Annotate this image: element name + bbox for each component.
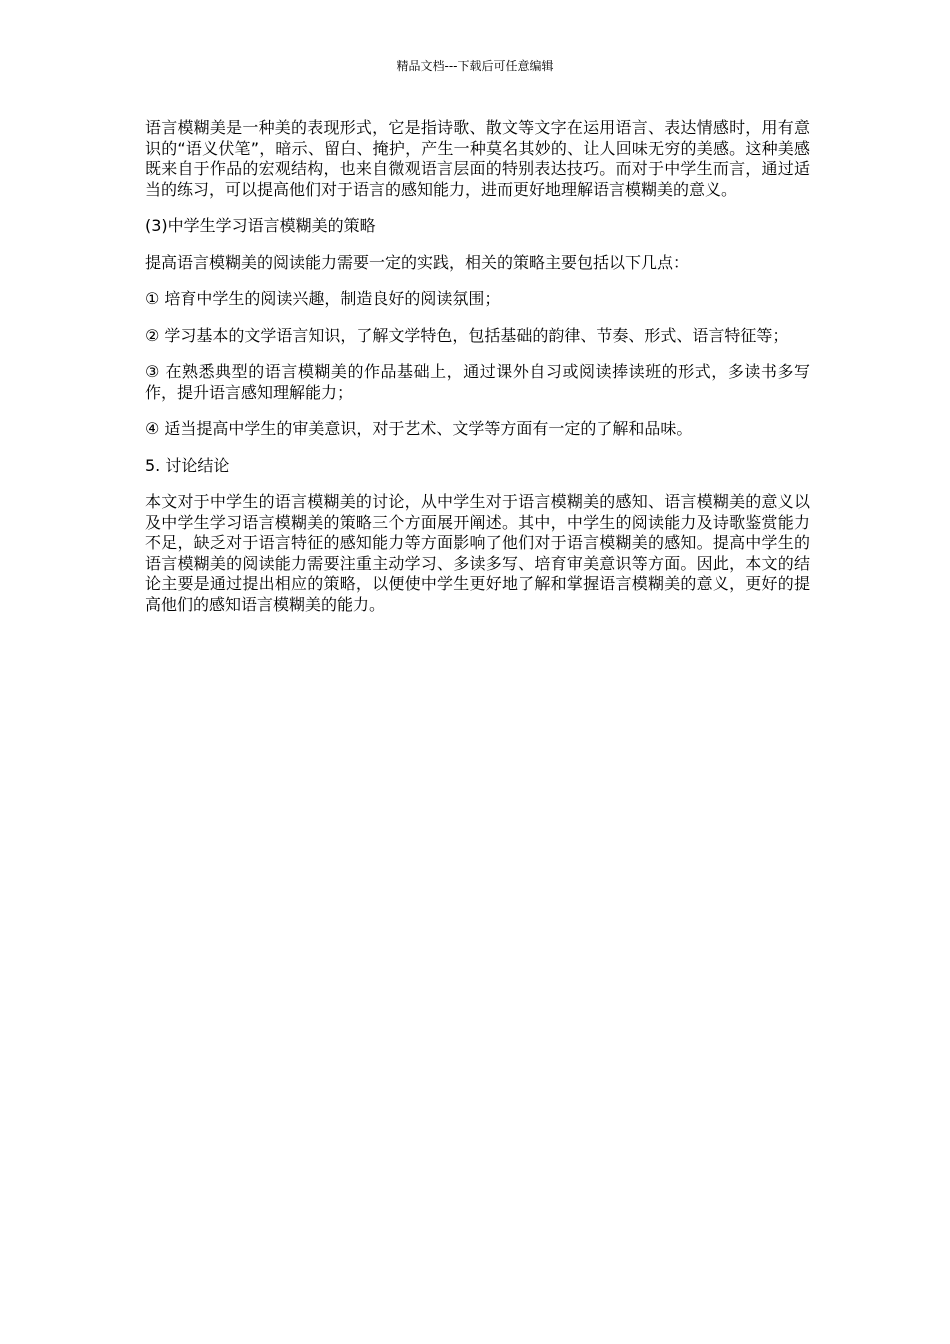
paragraph-strategies-intro: 提高语言模糊美的阅读能力需要一定的实践，相关的策略主要包括以下几点： <box>145 252 690 272</box>
list-item-strategy-2: ② 学习基本的文学语言知识，了解文学特色，包括基础的韵律、节奏、形式、语言特征等； <box>145 325 789 345</box>
paragraph-intro: 语言模糊美是一种美的表现形式，它是指诗歌、散文等文字在运用语言、表达情感时，用有意识的“语义伏笔”，暗示、留白、掩护，产生一种莫名其妙的、让人回味无穷的美感。这种美感既来自于作品的宏观结构，也来自微观语言层面的特别表达技巧。而对于中学生而言，通过适当的练习，可以提高他们对于语言的感知能力，进而更好地理解语言模糊美的意义。 <box>145 118 810 199</box>
section-heading-strategies: (3)中学生学习语言模糊美的策略 <box>145 216 376 235</box>
page-header: 精品文档---下载后可任意编辑 <box>396 59 554 73</box>
list-item-strategy-1: ① 培育中学生的阅读兴趣，制造良好的阅读氛围； <box>145 289 501 308</box>
document-body <box>145 118 810 631</box>
paragraph-conclusion: 本文对于中学生的语言模糊美的讨论，从中学生对于语言模糊美的感知、语言模糊美的意义以及中学生学习语言模糊美的策略三个方面展开阐述。其中，中学生的阅读能力及诗歌鉴赏能力不足，缺乏对于语言特征的感知能力等方面影响了他们对于语言模糊美的感知。提高中学生的语言模糊美的阅读能力需要注重主动学习、多读多写、培育审美意识等方面。因此，本文的结论主要是通过提出相应的策略，以便使中学生更好地了解和掌握语言模糊美的意义，更好的提高他们的感知语言模糊美的能力。 <box>145 492 810 614</box>
section-heading-conclusion: 5. 讨论结论 <box>145 455 230 475</box>
list-item-strategy-4: ④ 适当提高中学生的审美意识，对于艺术、文学等方面有一定的了解和品味。 <box>145 419 693 438</box>
list-item-strategy-3: ③ 在熟悉典型的语言模糊美的作品基础上，通过课外自习或阅读捧读班的形式，多读书多写作，提升语言感知理解能力； <box>145 362 810 402</box>
